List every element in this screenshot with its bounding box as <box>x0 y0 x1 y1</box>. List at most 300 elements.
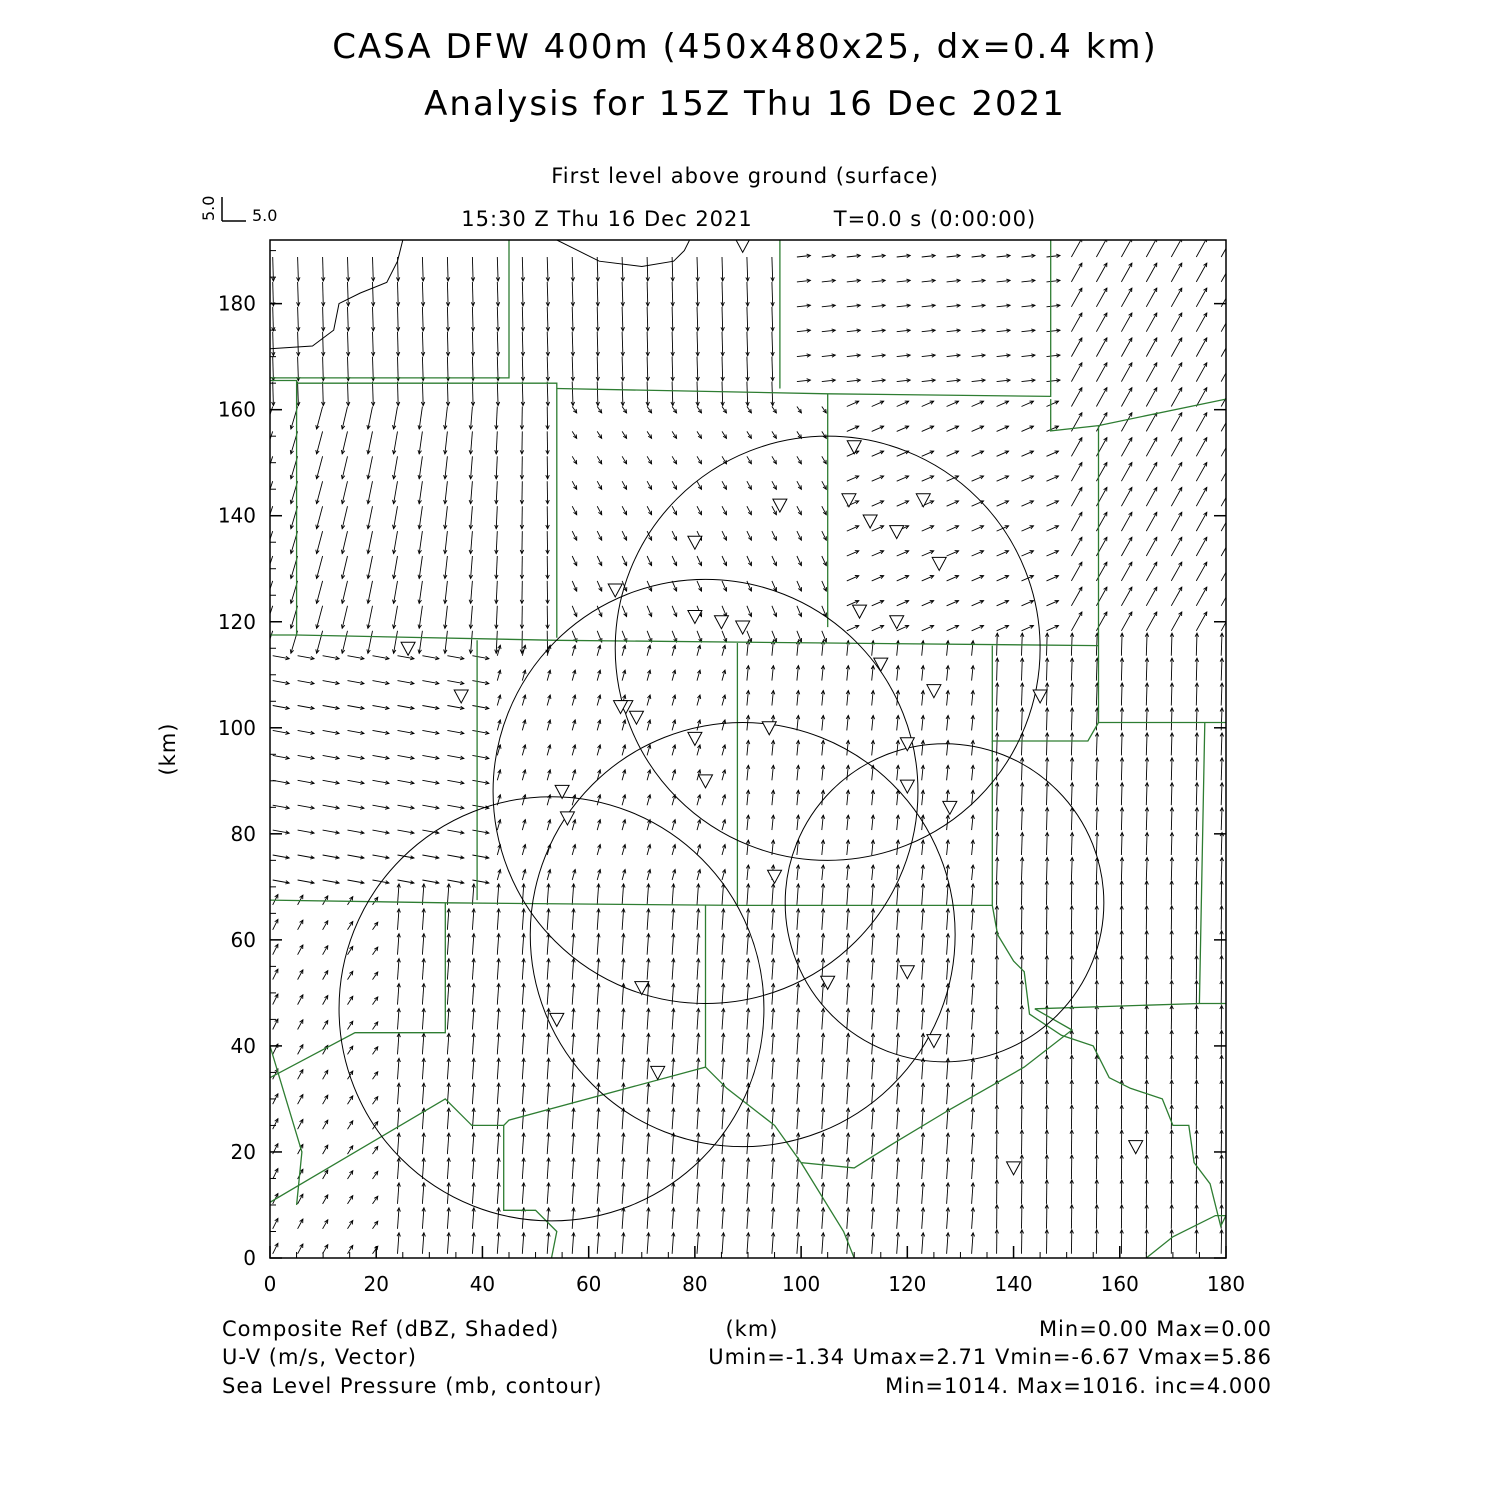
wind-vector <box>697 1108 699 1129</box>
wind-vector <box>317 631 323 654</box>
wind-vector <box>1146 708 1147 731</box>
wind-vector <box>847 884 849 905</box>
wind-vector <box>547 332 548 356</box>
station-marker <box>688 536 702 549</box>
wind-vector <box>1096 238 1107 257</box>
wind-vector <box>572 1009 574 1030</box>
wind-vector <box>1121 487 1132 506</box>
wind-vector <box>1171 463 1182 482</box>
wind-vector <box>1196 633 1197 656</box>
station-marker <box>1007 1162 1021 1175</box>
wind-vector <box>647 1033 649 1054</box>
wind-vector <box>1221 683 1222 706</box>
wind-vector <box>747 1009 749 1030</box>
x-tick-label: 180 <box>1206 1272 1246 1296</box>
wind-vector <box>1071 833 1072 856</box>
wind-vector <box>972 959 974 980</box>
wind-vector <box>922 1058 924 1079</box>
wind-vector <box>317 407 323 430</box>
wind-vector <box>647 332 648 356</box>
wind-vector <box>947 1233 949 1254</box>
wind-vector <box>298 332 299 356</box>
wind-vector <box>522 257 523 281</box>
wind-vector <box>647 357 648 381</box>
wind-vector <box>398 1208 400 1229</box>
wind-vector <box>947 934 949 955</box>
wind-vector <box>697 1083 699 1104</box>
wind-vector <box>348 257 349 281</box>
wind-vector <box>497 307 498 331</box>
wind-vector <box>847 934 849 955</box>
wind-vector <box>317 506 323 529</box>
wind-vector <box>447 909 449 930</box>
wind-vector <box>419 531 422 554</box>
wind-vector <box>497 1033 499 1054</box>
wind-vector <box>422 934 424 955</box>
wind-vector <box>1071 388 1082 407</box>
wind-vector <box>622 382 623 406</box>
wind-vector <box>597 909 599 930</box>
wind-vector <box>1171 562 1182 581</box>
wind-vector <box>419 431 422 454</box>
y-tick-label: 100 <box>217 715 256 740</box>
wind-vector <box>422 1158 424 1179</box>
station-marker <box>890 616 904 629</box>
wind-vector-head <box>1228 562 1231 566</box>
wind-vector <box>797 934 799 955</box>
wind-vector <box>847 1058 849 1079</box>
wind-vector <box>722 1158 724 1179</box>
wind-vector <box>1221 783 1222 806</box>
wind-vector <box>722 257 723 281</box>
wind-vector <box>1071 562 1082 581</box>
station-marker <box>608 584 622 597</box>
wind-vector <box>447 357 448 381</box>
wind-vector <box>922 1009 924 1030</box>
wind-vector <box>1196 463 1207 482</box>
wind-vector <box>597 382 598 406</box>
wind-vector <box>472 1183 474 1204</box>
wind-vector <box>323 257 324 281</box>
wind-vector <box>697 332 698 356</box>
wind-vector <box>597 1083 599 1104</box>
wind-vector <box>447 1108 449 1129</box>
wind-vector <box>797 1058 799 1079</box>
wind-vector <box>1121 288 1132 307</box>
wind-vector <box>1171 858 1172 881</box>
wind-vector <box>273 282 274 306</box>
wind-vector <box>422 1083 424 1104</box>
wind-vector <box>1121 733 1122 756</box>
wind-vector <box>997 708 998 731</box>
station-marker <box>688 610 702 623</box>
wind-vector <box>1146 808 1147 831</box>
wind-vector <box>348 332 349 356</box>
wind-vector <box>522 984 524 1005</box>
wind-vector <box>323 332 324 356</box>
wind-vector <box>597 332 598 356</box>
station-marker <box>890 526 904 539</box>
wind-vector <box>1071 313 1082 332</box>
wind-vector <box>447 1133 449 1154</box>
radar-range-ring <box>785 744 1104 1062</box>
wind-vector <box>447 884 449 905</box>
wind-vector <box>822 1133 824 1154</box>
wind-vector <box>847 1183 849 1204</box>
wind-vector <box>622 1009 624 1030</box>
wind-vector <box>947 1183 949 1204</box>
wind-vector <box>622 959 624 980</box>
x-tick-label: 120 <box>888 1272 927 1296</box>
wind-vector <box>422 1133 424 1154</box>
wind-vector <box>273 357 274 381</box>
wind-vector <box>547 382 548 406</box>
wind-vector <box>1071 238 1082 257</box>
wind-vector <box>472 257 473 281</box>
county-boundary <box>504 1009 1072 1168</box>
wind-vector <box>622 934 624 955</box>
wind-vector <box>497 884 499 905</box>
wind-vector <box>922 1183 924 1204</box>
wind-vector <box>822 909 824 930</box>
wind-vector <box>697 1233 699 1254</box>
wind-vector <box>772 1083 774 1104</box>
wind-vector <box>497 959 499 980</box>
wind-vector <box>1022 858 1023 881</box>
wind-vector <box>1121 463 1132 482</box>
wind-vector <box>672 332 673 356</box>
wind-vector <box>317 606 323 629</box>
wind-vector <box>1221 633 1222 656</box>
wind-vector <box>1047 683 1048 706</box>
wind-vector <box>1121 683 1122 706</box>
wind-vector <box>797 959 799 980</box>
wind-vector <box>419 481 422 504</box>
wind-vector <box>1071 587 1082 606</box>
wind-vector <box>572 332 573 356</box>
wind-vector <box>772 257 773 281</box>
wind-vector <box>722 332 723 356</box>
wind-vector <box>522 1133 524 1154</box>
wind-vector <box>1121 537 1132 556</box>
wind-vector <box>1071 438 1082 457</box>
wind-vector <box>997 833 998 856</box>
wind-vector <box>847 909 849 930</box>
wind-vector <box>1146 783 1147 806</box>
county-boundary <box>270 1099 557 1258</box>
wind-vector <box>472 357 473 381</box>
wind-vector <box>1121 363 1132 382</box>
wind-vector <box>722 909 724 930</box>
wind-vector <box>1146 313 1157 332</box>
wind-vector-head <box>1228 413 1231 417</box>
wind-vector <box>722 959 724 980</box>
wind-vector <box>317 531 323 554</box>
wind-vector <box>522 1033 524 1054</box>
wind-vector <box>1047 833 1048 856</box>
wind-vector <box>1022 658 1023 681</box>
wind-vector <box>522 909 524 930</box>
wind-vector <box>1171 263 1182 282</box>
wind-vector <box>1071 263 1082 282</box>
wind-vector <box>572 959 574 980</box>
wind-vector <box>497 357 498 381</box>
wind-vector <box>672 884 674 905</box>
wind-vector <box>1146 587 1157 606</box>
wind-vector <box>1171 438 1182 457</box>
wind-vector <box>447 382 448 406</box>
wind-vector <box>672 1108 674 1129</box>
wind-vector <box>273 332 274 356</box>
wind-vector <box>522 357 523 381</box>
y-tick-label: 60 <box>230 927 256 952</box>
wind-vector <box>947 1009 949 1030</box>
wind-vector <box>323 307 324 331</box>
wind-vector <box>647 382 648 406</box>
wind-vector <box>373 307 374 331</box>
wind-vector <box>1146 858 1147 881</box>
wind-vector <box>572 909 574 930</box>
wind-vector <box>1171 758 1172 781</box>
wind-vector <box>597 1158 599 1179</box>
wind-vector <box>1047 633 1048 656</box>
x-tick-label: 40 <box>469 1272 496 1296</box>
wind-vector <box>672 1158 674 1179</box>
station-marker <box>550 1013 564 1026</box>
wind-vector <box>797 1158 799 1179</box>
wind-vector <box>422 1208 424 1229</box>
wind-vector <box>317 581 323 604</box>
wind-vector <box>419 456 422 479</box>
wind-vector <box>1071 858 1072 881</box>
wind-vector <box>1071 338 1082 357</box>
wind-vector <box>597 1033 599 1054</box>
wind-vector <box>972 1133 974 1154</box>
wind-vector <box>323 282 324 306</box>
field1-name: Composite Ref (dBZ, Shaded) <box>222 1317 560 1341</box>
wind-vector <box>772 1208 774 1229</box>
wind-vector <box>497 382 498 406</box>
station-marker <box>773 499 787 512</box>
wind-vector <box>522 1158 524 1179</box>
wind-vector <box>497 1133 499 1154</box>
wind-vector <box>897 984 899 1005</box>
wind-vector <box>472 1058 474 1079</box>
wind-vector <box>647 257 648 281</box>
wind-vector <box>445 606 448 629</box>
wind-vector <box>447 1009 449 1030</box>
wind-vector <box>672 1183 674 1204</box>
wind-vector <box>1071 463 1082 482</box>
wind-vector <box>572 1158 574 1179</box>
wind-vector <box>672 1233 674 1254</box>
wind-vector <box>472 959 474 980</box>
wind-vector <box>572 1233 574 1254</box>
wind-vector <box>472 934 474 955</box>
wind-vector-head <box>265 525 268 529</box>
station-marker <box>401 642 415 655</box>
wind-vector <box>1146 438 1157 457</box>
wind-vector-head <box>1228 487 1231 491</box>
radar-range-rings <box>339 436 1104 1221</box>
wind-vector <box>317 481 323 504</box>
wind-vector <box>922 1158 924 1179</box>
wind-vector <box>1196 338 1207 357</box>
wind-vector <box>572 307 573 331</box>
wind-vector <box>1146 683 1147 706</box>
x-axis-label: (km) <box>725 1317 779 1341</box>
wind-vector <box>597 1183 599 1204</box>
county-boundary <box>1035 1004 1200 1009</box>
wind-vector <box>522 934 524 955</box>
wind-vector <box>1121 708 1122 731</box>
wind-vector <box>1121 438 1132 457</box>
wind-vector <box>822 1208 824 1229</box>
wind-vector <box>447 257 448 281</box>
wind-vector <box>342 631 347 654</box>
wind-vector <box>1171 238 1182 257</box>
wind-vector <box>445 481 448 504</box>
station-marker <box>688 732 702 745</box>
wind-vector <box>747 934 749 955</box>
wind-vector <box>368 456 373 479</box>
wind-vector <box>772 282 773 306</box>
wind-vector <box>847 1083 849 1104</box>
wind-vector <box>1196 612 1207 631</box>
wind-vector-head <box>1228 238 1231 242</box>
wind-vector <box>672 1009 674 1030</box>
wind-vector <box>422 332 423 356</box>
field1-stats: Min=0.00 Max=0.00 <box>1038 1317 1272 1341</box>
y-tick-label: 180 <box>217 291 256 316</box>
wind-vector <box>922 1233 924 1254</box>
wind-vector <box>1196 683 1197 706</box>
wind-vector <box>1071 633 1072 656</box>
wind-vector <box>419 506 422 529</box>
wind-vector <box>597 282 598 306</box>
wind-vector <box>472 1009 474 1030</box>
wind-vector <box>1121 388 1132 407</box>
wind-vector <box>622 1033 624 1054</box>
wind-vector <box>697 1009 699 1030</box>
wind-vector <box>368 556 373 579</box>
wind-vector <box>472 1033 474 1054</box>
wind-vector <box>897 1108 899 1129</box>
wind-vector <box>497 1058 499 1079</box>
wind-vector <box>1146 833 1147 856</box>
wind-vector <box>572 884 574 905</box>
wind-vector <box>496 606 497 629</box>
wind-vector <box>342 481 347 504</box>
wind-vector <box>647 1208 649 1229</box>
wind-vector <box>772 1183 774 1204</box>
wind-vector-head <box>1228 338 1231 342</box>
wind-vector <box>947 884 949 905</box>
wind-vector <box>747 357 748 381</box>
wind-vector-head <box>1228 288 1231 292</box>
wind-vector <box>1071 363 1082 382</box>
wind-vector <box>398 984 400 1005</box>
wind-vector <box>772 884 774 905</box>
wind-vector <box>697 1183 699 1204</box>
wind-vector <box>797 1233 799 1254</box>
wind-vector <box>265 481 273 504</box>
wind-vector <box>497 984 499 1005</box>
wind-vector <box>1196 658 1197 681</box>
wind-vector <box>672 357 673 381</box>
field2-stats: Umin=-1.34 Umax=2.71 Vmin=-6.67 Vmax=5.86 <box>708 1345 1272 1369</box>
wind-vector <box>572 1133 574 1154</box>
wind-vector <box>597 1133 599 1154</box>
wind-vector <box>398 934 400 955</box>
wind-vector <box>1121 562 1132 581</box>
wind-vector <box>1022 683 1023 706</box>
wind-vector <box>622 884 624 905</box>
wind-vector <box>647 1108 649 1129</box>
wind-vector <box>822 1009 824 1030</box>
wind-vector <box>572 1108 574 1129</box>
wind-vector <box>747 1033 749 1054</box>
wind-vector <box>1146 388 1157 407</box>
wind-vector <box>822 1033 824 1054</box>
wind-vector <box>342 556 347 579</box>
wind-vector <box>672 257 673 281</box>
wind-vector <box>697 909 699 930</box>
wind-vector <box>647 1058 649 1079</box>
wind-vector <box>1071 537 1082 556</box>
wind-vector <box>672 307 673 331</box>
wind-vector <box>922 884 924 905</box>
wind-vector <box>697 307 698 331</box>
wind-vector <box>747 332 748 356</box>
wind-vector <box>1196 413 1207 432</box>
wind-vector <box>622 1108 624 1129</box>
wind-vector <box>472 1233 474 1254</box>
wind-vector <box>1121 783 1122 806</box>
wind-vector <box>398 282 399 306</box>
wind-vector <box>1121 512 1132 531</box>
wind-vector <box>522 382 523 406</box>
wind-vector <box>622 1233 624 1254</box>
wind-vector <box>497 1183 499 1204</box>
wind-vector <box>622 307 623 331</box>
wind-vector <box>1071 288 1082 307</box>
wind-vector <box>1221 708 1222 731</box>
wind-vector <box>1121 313 1132 332</box>
forecast-time: T=0.0 s (0:00:00) <box>833 207 1037 231</box>
wind-vector <box>597 1108 599 1129</box>
wind-vector <box>1121 858 1122 881</box>
wind-vector <box>1121 338 1132 357</box>
y-tick-label: 120 <box>217 609 256 634</box>
wind-vector <box>697 282 698 306</box>
wind-vector <box>447 959 449 980</box>
wind-vector <box>747 1233 749 1254</box>
wind-vector <box>647 1133 649 1154</box>
wind-vector <box>897 1158 899 1179</box>
wind-vector <box>772 984 774 1005</box>
wind-vector <box>972 1158 974 1179</box>
wind-vector <box>647 1009 649 1030</box>
wind-vector-head <box>1228 587 1231 591</box>
wind-vector <box>472 909 474 930</box>
wind-vector <box>547 1133 549 1154</box>
wind-vector <box>797 1009 799 1030</box>
wind-vector <box>1146 658 1147 681</box>
wind-vector <box>722 1009 724 1030</box>
wind-vector <box>822 984 824 1005</box>
station-marker <box>714 616 728 629</box>
